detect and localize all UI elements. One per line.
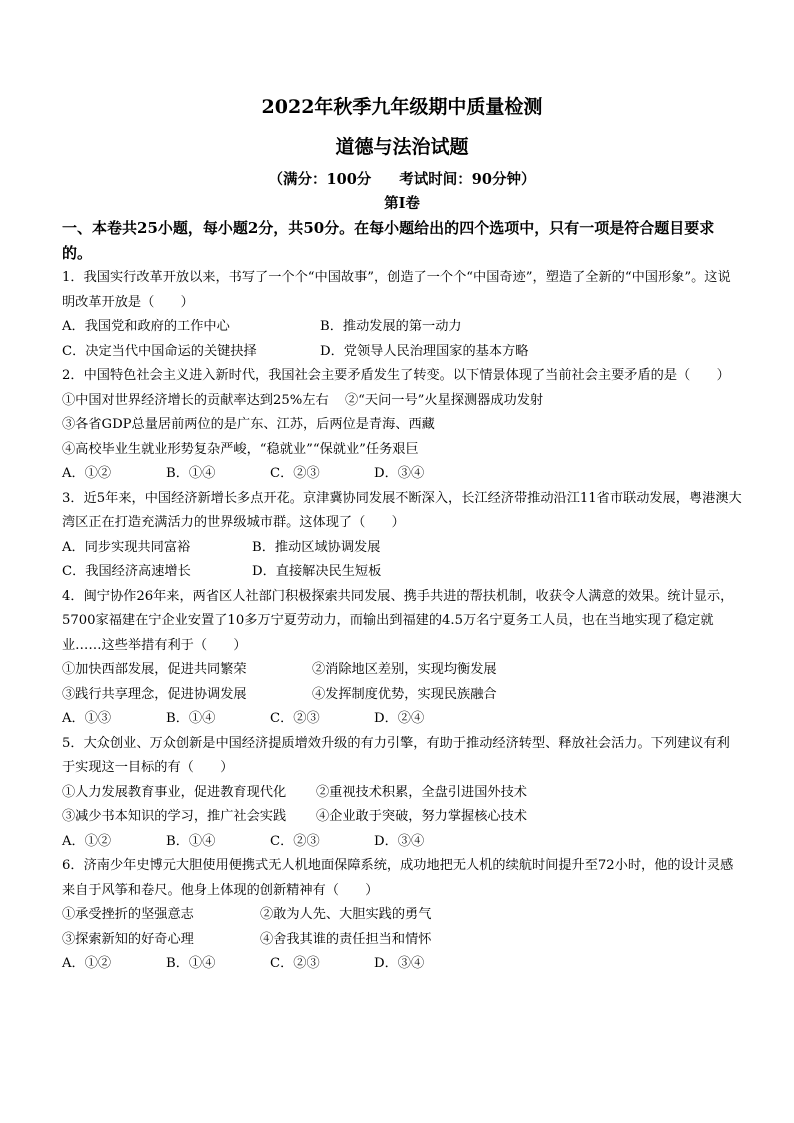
question-stem: 2．中国特色社会主义进入新时代，我国社会主要矛盾发生了转变。以下情景体现了当前社会主要矛盾的是（ ）: [62, 368, 730, 383]
option-b: B．①④: [166, 956, 216, 971]
option-c: C．②③: [270, 711, 320, 726]
question-stem: 4．闽宁协作26年来，两省区人社部门积极探索共同发展、携手共进的帮扶机制，收获令人满意的效果。统计显示，5700家福建在宁企业安置了10多万宁夏劳动力，而输出到福建的4.5万名宁夏务工人员，也在当地实现了稳定就业……这些举措有利于（ ）: [62, 588, 734, 653]
option-a: A．①②: [62, 466, 112, 481]
statement-row: [62, 438, 742, 463]
option-b: B．推动区域协调发展: [252, 539, 381, 555]
statement-4: ④舍我其谁的责任担当和情怀: [260, 931, 432, 947]
option-b: B．①④: [166, 833, 216, 849]
option-row: [62, 952, 742, 977]
question-stem: 1．我国实行改革开放以来，书写了一个个“中国故事”，创造了一个个“中国奇迹”，塑造了全新的“中国形象”。这说明改革开放是（ ）: [62, 270, 731, 310]
option-d: D．③④: [374, 833, 425, 849]
option-b: B．①④: [166, 466, 216, 481]
question-stem: 5．大众创业、万众创新是中国经济提质增效升级的有力引擎，有助于推动经济转型、释放社会活力。下列建议有利于实现这一目标的有（ ）: [62, 735, 730, 775]
statement-row: [62, 658, 742, 683]
statement-row: [62, 389, 742, 414]
option-row: [62, 560, 742, 585]
statement-2: ②“天问一号”火星探测器成功发射: [345, 392, 544, 408]
statement-3: ③各省GDP总量居前两位的是广东、江苏，后两位是青海、西藏: [62, 417, 435, 432]
statement-row: [62, 928, 742, 953]
statement-3: ③践行共享理念，促进协调发展: [62, 686, 247, 702]
exam-meta: [62, 170, 742, 190]
option-d: D．直接解决民生短板: [252, 564, 382, 579]
statement-row: [62, 903, 742, 928]
statement-row: [62, 683, 742, 708]
option-c: C．决定当代中国命运的关键抉择: [62, 343, 257, 359]
option-row: [62, 315, 742, 340]
option-row: [62, 707, 742, 732]
option-c: C．②③: [270, 833, 320, 849]
option-b: B．①④: [166, 711, 216, 726]
option-row: [62, 536, 742, 561]
option-c: C．②③: [270, 466, 320, 481]
option-d: D．③④: [374, 956, 425, 971]
exam-time: 考试时间：90分钟）: [399, 171, 536, 188]
option-d: D．③④: [374, 466, 425, 481]
statement-1: ①中国对世界经济增长的贡献率达到25%左右: [62, 392, 329, 408]
statement-row: [62, 781, 742, 806]
option-row: [62, 340, 742, 365]
option-d: D．②④: [374, 711, 425, 726]
option-c: C．②③: [270, 956, 320, 971]
option-c: C．我国经济高速增长: [62, 564, 191, 579]
question-stem: 3．近5年来，中国经济新增长多点开花。京津冀协同发展不断深入，长江经济带推动沿江11省市联动发展，粤港澳大湾区正在打造充满活力的世界级城市群。这体现了（ ）: [62, 490, 742, 530]
statement-4: ④企业敢于突破，努力掌握核心技术: [316, 809, 527, 824]
exam-page: [62, 92, 742, 977]
section-instructions: 一、本卷共25小题，每小题2分，共50分。在每小题给出的四个选项中，只有一项是符合题目要求的。: [62, 219, 715, 262]
statement-2: ②消除地区差别，实现均衡发展: [312, 662, 497, 677]
full-score: （满分：100分: [268, 171, 372, 188]
statement-1: ①人力发展教育事业，促进教育现代化: [62, 784, 287, 800]
statement-1: ①加快西部发展，促进共同繁荣: [62, 662, 247, 677]
option-a: A．①②: [62, 956, 112, 971]
option-row: [62, 462, 742, 487]
statement-2: ②重视技术积累，全盘引进国外技术: [316, 784, 527, 800]
statement-4: ④高校毕业生就业形势复杂严峻，“稳就业”“保就业”任务艰巨: [62, 441, 419, 457]
exam-title: 2022年秋季九年级期中质量检测: [261, 96, 543, 118]
volume-heading: 第Ⅰ卷: [384, 195, 420, 212]
option-b: B．推动发展的第一动力: [320, 319, 462, 334]
option-a: A．①③: [62, 711, 112, 726]
statement-2: ②敢为人先、大胆实践的勇气: [260, 907, 432, 922]
subject-title: 道德与法治试题: [335, 136, 469, 158]
statement-row: [62, 805, 742, 830]
option-a: A．我国党和政府的工作中心: [62, 319, 230, 334]
statement-1: ①承受挫折的坚强意志: [62, 907, 194, 922]
option-a: A．①②: [62, 833, 112, 849]
statement-row: [62, 413, 742, 438]
question-stem: 6．济南少年史博元大胆使用便携式无人机地面保障系统，成功地把无人机的续航时间提升至72小时，他的设计灵感来自于风筝和卷尺。他身上体现的创新精神有（ ）: [62, 858, 734, 898]
statement-3: ③减少书本知识的学习，推广社会实践: [62, 809, 287, 824]
option-d: D．党领导人民治理国家的基本方略: [320, 343, 529, 359]
option-a: A．同步实现共同富裕: [62, 539, 191, 555]
statement-4: ④发挥制度优势，实现民族融合: [312, 686, 497, 702]
statement-3: ③探索新知的好奇心理: [62, 931, 194, 947]
option-row: [62, 830, 742, 855]
